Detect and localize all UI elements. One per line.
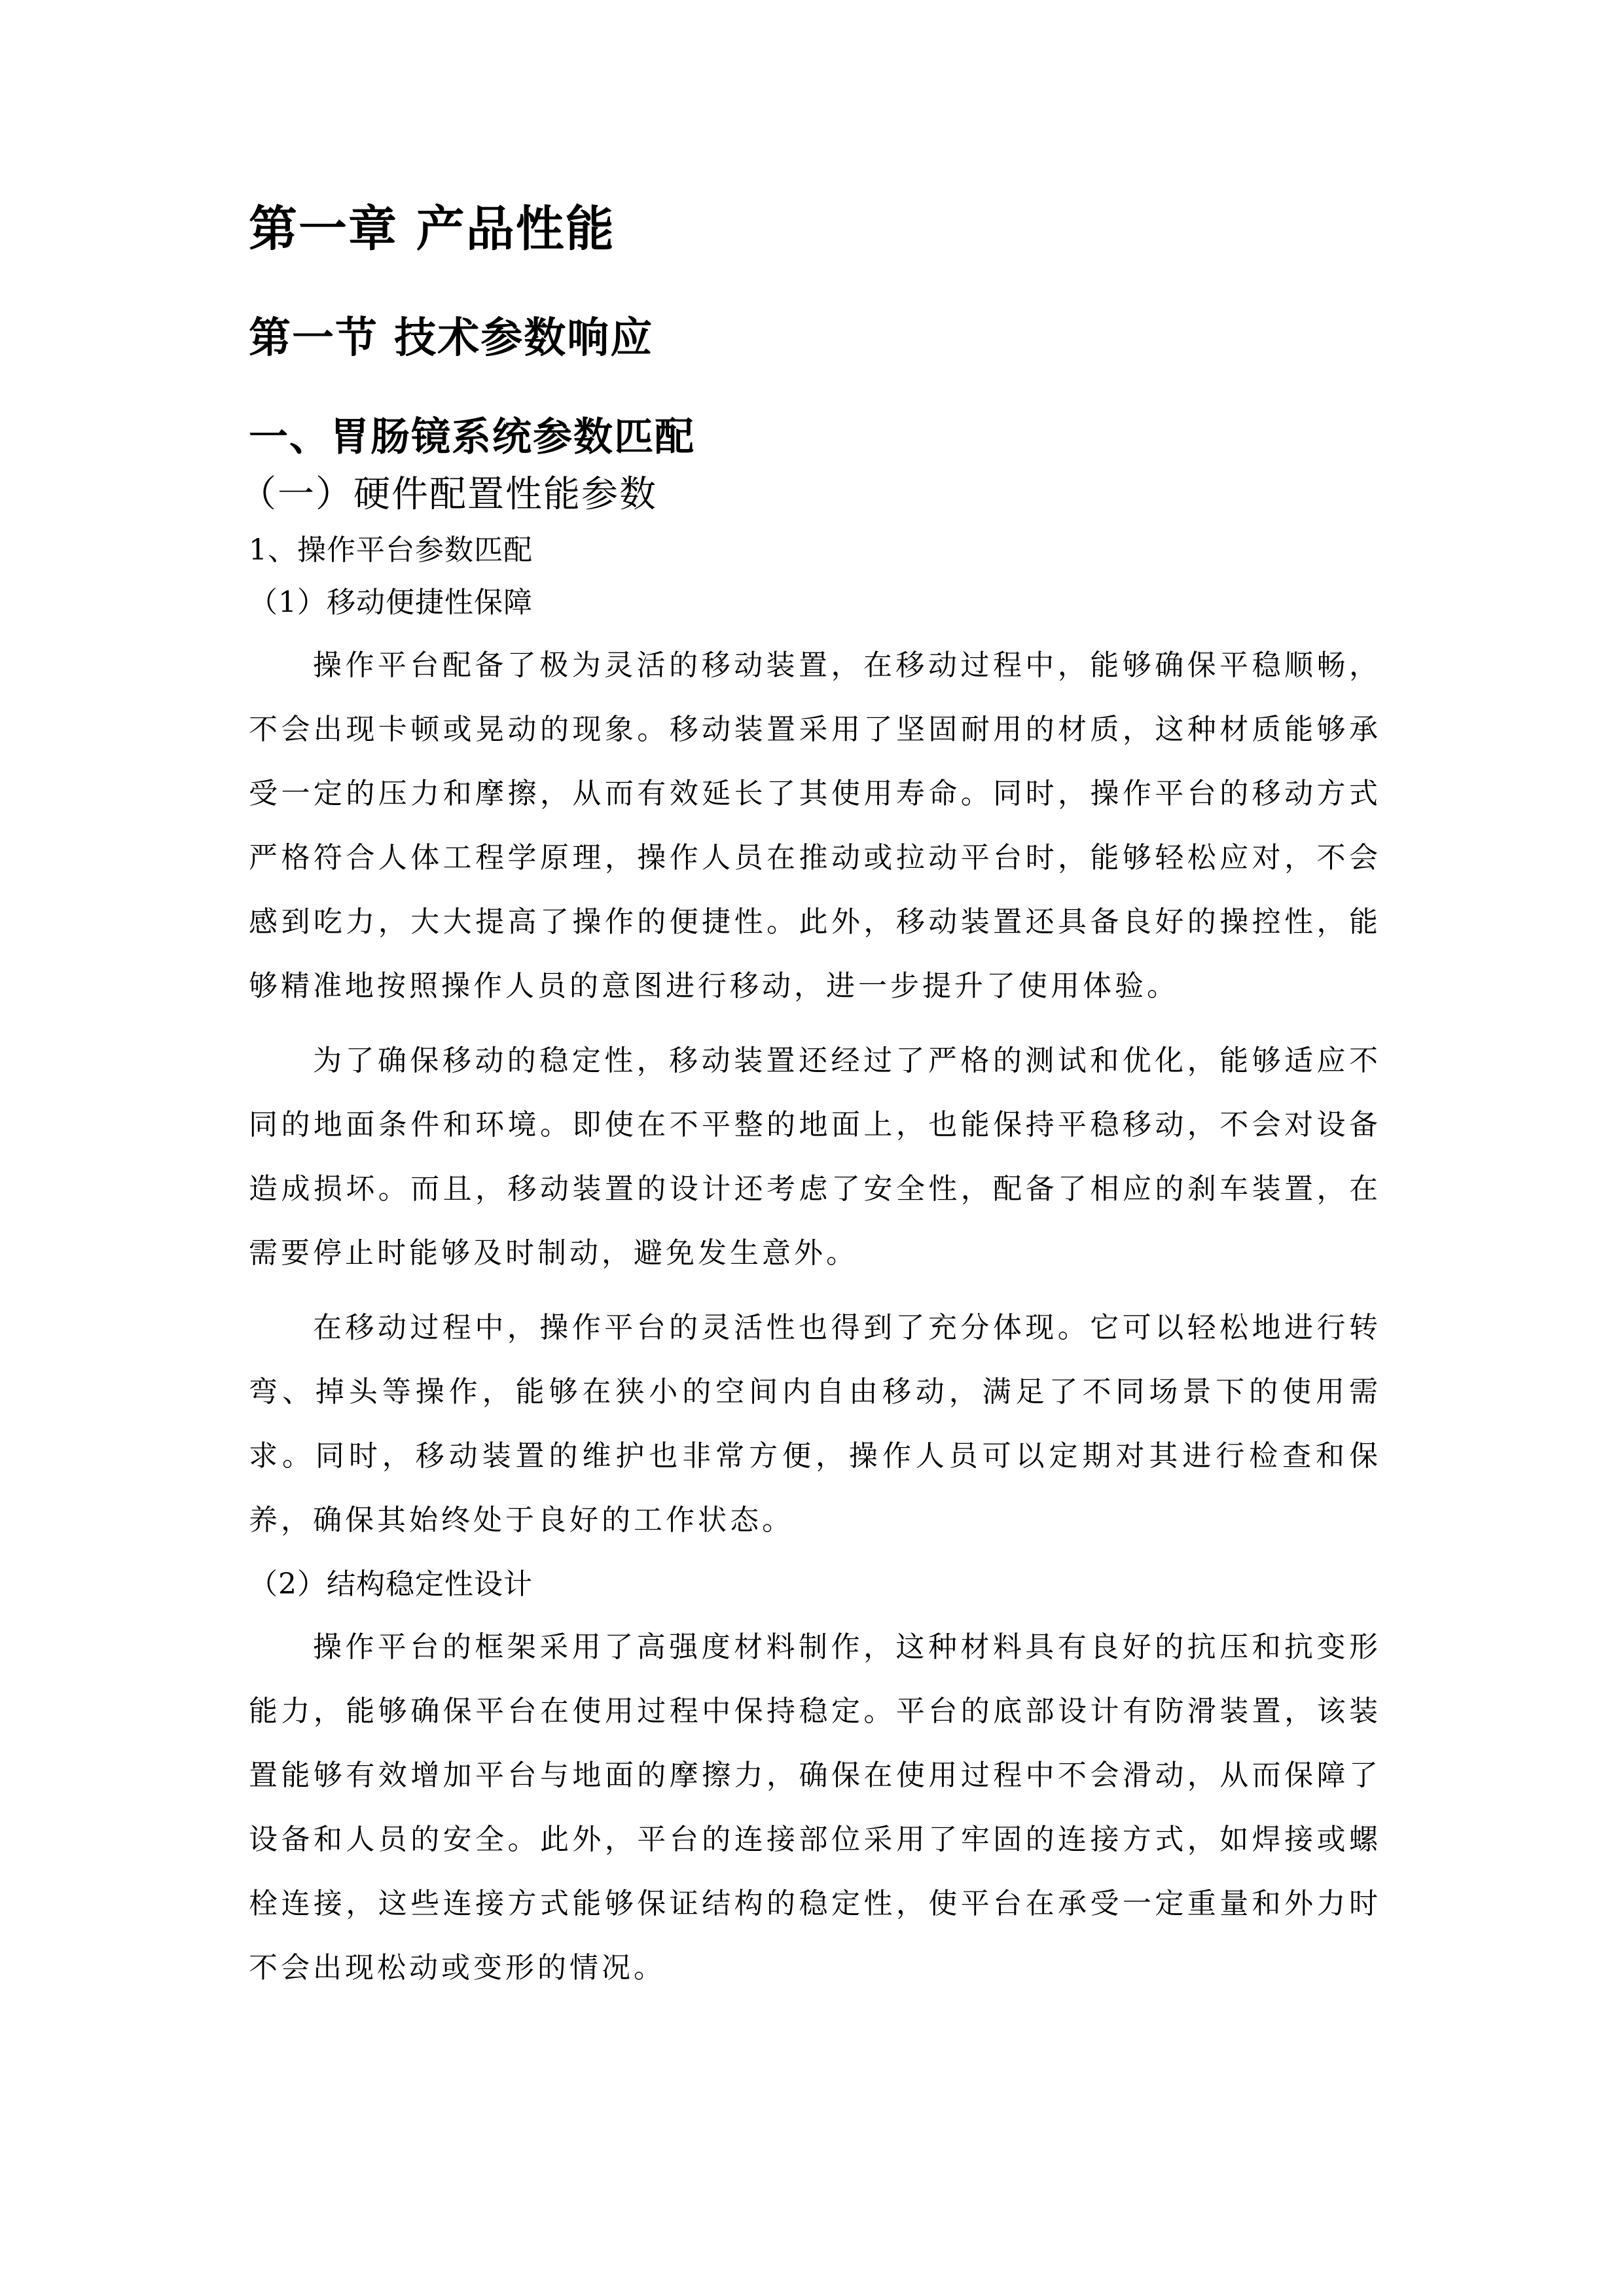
heading-level-3: 1、操作平台参数匹配 <box>249 533 533 567</box>
heading-level-1: 一、胃肠镜系统参数匹配 <box>249 414 695 460</box>
section-title: 第一节 技术参数响应 <box>249 314 654 363</box>
subsection <box>249 581 1381 1552</box>
body-paragraph: 为了确保移动的稳定性，移动装置还经过了严格的测试和优化，能够适应不同的地面条件和环境。即使在不平整的地面上，也能保持平稳移动，不会对设备造成损坏。而且，移动装置的设计还考虑了安全性，配备了相应的刹车装置，在需要停止时能够及时制动，避免发生意外。 <box>249 1044 1381 1270</box>
subsection-title: （2）结构稳定性设计 <box>249 1568 533 1601</box>
body-paragraph: 操作平台配备了极为灵活的移动装置，在移动过程中，能够确保平稳顺畅，不会出现卡顿或晃动的现象。移动装置采用了坚固耐用的材质，这种材质能够承受一定的压力和摩擦，从而有效延长了其使用寿命。同时，操作平台的移动方式严格符合人体工程学原理，操作人员在推动或拉动平台时，能够轻松应对，不会感到吃力，大大提高了操作的便捷性。此外，移动装置还具备良好的操控性，能够精准地按照操作人员的意图进行移动，进一步提升了使用体验。 <box>249 649 1381 1003</box>
body-paragraph: 操作平台的框架采用了高强度材料制作，这种材料具有良好的抗压和抗变形能力，能够确保平台在使用过程中保持稳定。平台的底部设计有防滑装置，该装置能够有效增加平台与地面的摩擦力，确保在使用过程中不会滑动，从而保障了设备和人员的安全。此外，平台的连接部位采用了牢固的连接方式，如焊接或螺栓连接，这些连接方式能够保证结构的稳定性，使平台在承受一定重量和外力时不会出现松动或变形的情况。 <box>249 1630 1381 1984</box>
body-paragraph: 在移动过程中，操作平台的灵活性也得到了充分体现。它可以轻松地进行转弯、掉头等操作，能够在狭小的空间内自由移动，满足了不同场景下的使用需求。同时，移动装置的维护也非常方便，操作人员可以定期对其进行检查和保养，确保其始终处于良好的工作状态。 <box>249 1311 1381 1537</box>
subsection <box>249 1563 1381 2000</box>
heading-level-2: （一）硬件配置性能参数 <box>240 473 657 516</box>
chapter-title: 第一章 产品性能 <box>249 201 615 257</box>
document-page <box>240 196 1381 2011</box>
subsection-title: （1）移动便捷性保障 <box>249 586 533 619</box>
